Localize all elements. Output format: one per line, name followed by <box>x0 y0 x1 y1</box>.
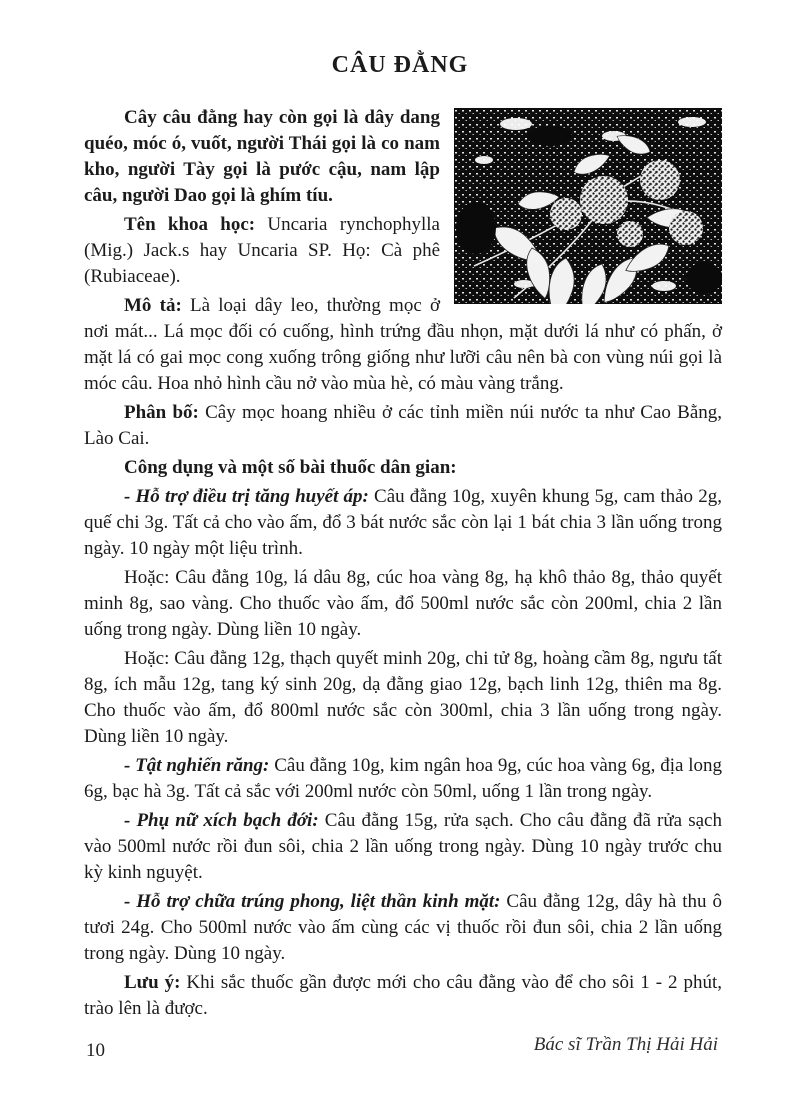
paragraph-lead: - Hỗ trợ điều trị tăng huyết áp: <box>124 486 369 507</box>
paragraph-distribution <box>84 400 722 452</box>
paragraph-text: Khi sắc thuốc gần được mới cho câu đằng vào để cho sôi 1 - 2 phút, trào lên là được. <box>84 972 723 1019</box>
paragraph-text: Câu đằng 10g, xuyên khung 5g, cam thảo 2g, quế chi 3g. Tất cả cho vào ấm, đổ 3 bát nước sắc còn lại 1 bát chia 3 lần uống trong ngày. 10 ngày một liệu trình. <box>84 486 722 559</box>
plant-photo <box>454 108 722 304</box>
plant-photo-graphic <box>454 108 722 304</box>
paragraph-text: Câu đằng 10g, kim ngân hoa 9g, cúc hoa vàng 6g, địa long 6g, bạc hà 3g. Tất cả sắc với 200ml nước còn 50ml, uống 1 lần trong ngày. <box>84 755 723 802</box>
paragraph-text: Câu đằng 12g, dây hà thu ô tươi 24g. Cho 500ml nước vào ấm cùng các vị thuốc rồi đun sôi, chia 2 lần uống trong ngày. Dùng 10 ngày. <box>84 891 722 964</box>
paragraph-lead: Lưu ý: <box>124 972 181 993</box>
remedy-teeth-grinding <box>84 753 722 805</box>
paragraph-text: Là loại dây leo, thường mọc ở nơi mát... Lá mọc đối có cuống, hình trứng đầu nhọn, mặt dưới lá như có phấn, ở mặt lá có gai mọc cong xuống trông giống như lưỡi câu nên bà con vùng núi gọi là móc câu. Hoa nhỏ hình cầu nở vào mùa hè, có màu vàng trắng. <box>84 295 722 394</box>
paragraph-lead: Mô tả: <box>124 295 182 316</box>
paragraph-text: Hoặc: Câu đằng 12g, thạch quyết minh 20g, chi tử 8g, hoàng cầm 8g, ngưu tất 8g, ích mẫu 12g, tang ký sinh 20g, dạ đằng giao 12g, bạch linh 12g, thiên ma 8g. Cho thuốc vào ấm, đổ 800ml nước sắc còn 300ml, chia 3 lần uống trong ngày. Dùng liền 10 ngày. <box>84 648 722 747</box>
article-body <box>84 105 722 1058</box>
page-title: CÂU ĐẰNG <box>331 52 469 78</box>
author-signature: Bác sĩ Trần Thị Hải Hải <box>533 1034 718 1055</box>
paragraph-description <box>84 293 722 397</box>
paragraph-text: Hoặc: Câu đằng 10g, lá dâu 8g, cúc hoa vàng 8g, hạ khô thảo 8g, thảo quyết minh 8g, sao vàng. Cho thuốc vào ấm, đổ 500ml nước sắc còn 200ml, chia 2 lần uống trong ngày. Dùng liền 10 ngày. <box>84 567 722 640</box>
remedy-leukorrhea <box>84 808 722 886</box>
paragraph-text: Cây câu đằng hay còn gọi là dây dang quéo, móc ó, vuốt, người Thái gọi là co nam kho, người Tày gọi là pước cậu, nam lập câu, người Dao gọi là ghím tíu. <box>84 107 440 206</box>
paragraph-note <box>84 970 722 1022</box>
remedy-hypertension <box>84 484 722 562</box>
paragraph-lead: Tên khoa học: <box>124 214 256 235</box>
paragraph-lead: - Tật nghiến răng: <box>124 755 270 776</box>
page-number: 10 <box>86 1040 105 1061</box>
section-heading-uses: Công dụng và một số bài thuốc dân gian: <box>124 457 457 478</box>
paragraph-lead: - Hỗ trợ chữa trúng phong, liệt thần kinh mặt: <box>124 891 501 912</box>
paragraph-lead: - Phụ nữ xích bạch đới: <box>124 810 319 831</box>
remedy-alternative-2 <box>84 646 722 750</box>
remedy-alternative-1 <box>84 565 722 643</box>
paragraph-lead: Phân bố: <box>124 402 199 423</box>
paragraph-text: Câu đằng 15g, rửa sạch. Cho câu đằng đã rửa sạch vào 500ml nước rồi đun sôi, chia 2 lần uống trong ngày. Dùng 10 ngày trước chu kỳ kinh nguyệt. <box>84 810 722 883</box>
remedy-stroke-facial-palsy <box>84 889 722 967</box>
paragraph-text: Cây mọc hoang nhiều ở các tỉnh miền núi nước ta như Cao Bằng, Lào Cai. <box>84 402 722 449</box>
paragraph-text: Uncaria rynchophylla (Mig.) Jack.s hay Uncaria SP. Họ: Cà phê (Rubiaceae). <box>84 214 440 287</box>
